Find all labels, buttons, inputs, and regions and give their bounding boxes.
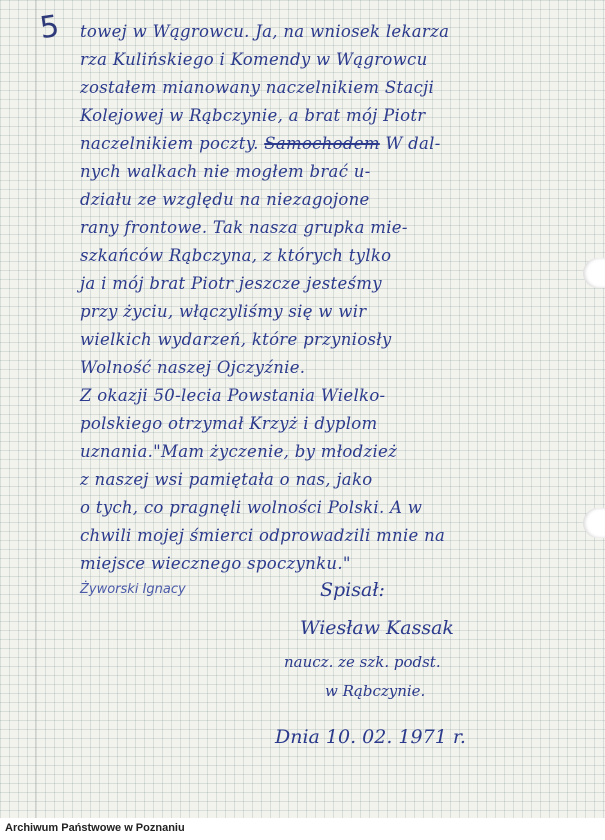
body-line: z naszej wsi pamiętała o nas, jako	[80, 470, 373, 489]
body-line: szkańców Rąbczyna, z których tylko	[80, 246, 392, 265]
body-line: przy życiu, włączyliśmy się w wir	[80, 302, 367, 321]
signature-place: w Rąbczynie.	[325, 682, 426, 700]
punch-hole	[583, 508, 605, 538]
document-date: Dnia 10. 02. 1971 r.	[275, 726, 466, 748]
body-line	[80, 130, 570, 158]
body-line: towej w Wągrowcu. Ja, na wniosek lekarza	[80, 22, 450, 41]
body-line: wielkich wydarzeń, które przyniosły	[80, 330, 392, 349]
body-line: Wolność naszej Ojczyźnie.	[80, 358, 306, 377]
body-line-text: naczelnikiem poczty.	[80, 134, 259, 153]
stamp-name: Żyworski Ignacy	[80, 582, 186, 597]
body-line-text: W dal-	[385, 134, 441, 153]
struck-out-word: Samochodem	[264, 134, 380, 153]
body-line: uznania."Mam życzenie, by młodzież	[80, 442, 398, 461]
body-line: rany frontowe. Tak nasza grupka mie-	[80, 218, 408, 237]
body-line: zostałem mianowany naczelnikiem Stacji	[80, 78, 435, 97]
body-line: miejsce wiecznego spoczynku."	[80, 554, 351, 573]
body-line: nych walkach nie mogłem brać u-	[80, 162, 371, 181]
body-line: działu ze względu na niezagojone	[80, 190, 370, 209]
body-line: ja i mój brat Piotr jeszcze jesteśmy	[80, 274, 382, 293]
archive-footer	[0, 818, 605, 840]
margin-line	[35, 0, 36, 818]
body-line: chwili mojej śmierci odprowadzili mnie na	[80, 526, 446, 545]
punch-hole	[583, 258, 605, 288]
body-line: rza Kulińskiego i Komendy w Wągrowcu	[80, 50, 428, 69]
archive-name: Archiwum Państwowe w Poznaniu	[5, 822, 185, 834]
body-line: o tych, co pragnęli wolności Polski. A w	[80, 498, 423, 517]
body-line: Kolejowej w Rąbczynie, a brat mój Piotr	[80, 106, 426, 125]
body-line: Z okazji 50-lecia Powstania Wielko-	[80, 386, 386, 405]
signature-block	[270, 572, 570, 706]
body-line: polskiego otrzymał Krzyż i dyplom	[80, 414, 378, 433]
signature-title: naucz. ze szk. podst.	[284, 653, 441, 671]
signature-name: Wiesław Kassak	[300, 617, 454, 639]
handwritten-body	[80, 18, 570, 578]
page-number: 5	[37, 8, 62, 47]
signature-label: Spisał:	[320, 579, 385, 601]
